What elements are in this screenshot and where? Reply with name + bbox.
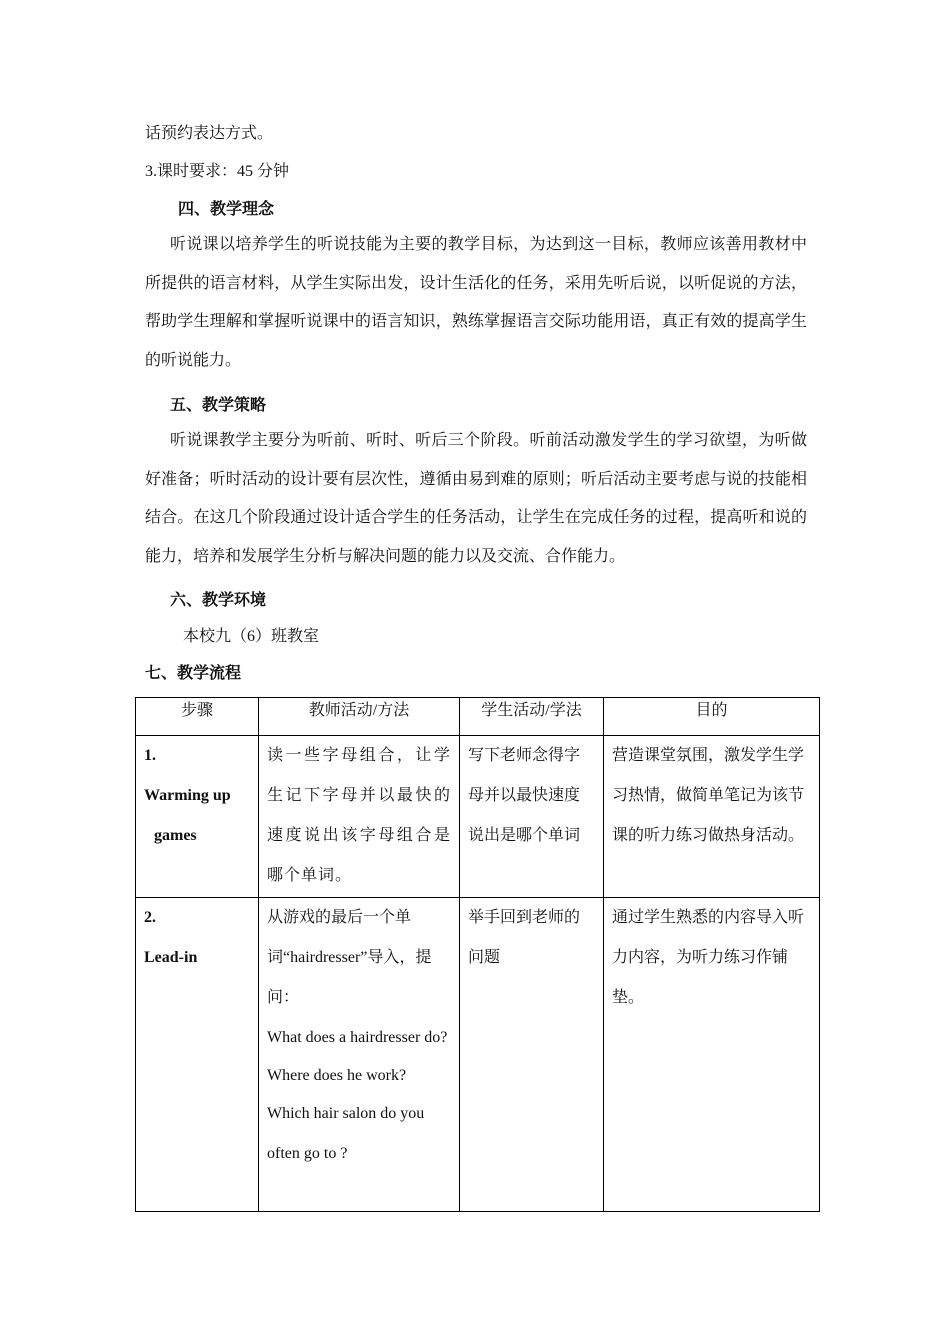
step-cell (136, 898, 259, 1212)
student-activity-cell: 写下老师念得字母并以最快速度说出是哪个单词 (460, 736, 604, 898)
section-5-text: 听说课教学主要分为听前、听时、听后三个阶段。听前活动激发学生的学习欲望，为听做好准备；听时活动的设计要有层次性，遵循由易到难的原则；听后活动主要考虑与说的技能相结合。在这几个阶段通过设计适合学生的任务活动，让学生在完成任务的过程，提高听和说的能力，培养和发展学生分析与解决问题的能力以及交流、合作能力。 (145, 432, 807, 565)
table-row (136, 898, 820, 1212)
header-teacher: 教师活动/方法 (259, 698, 460, 736)
intro-tail: 话预约表达方式。 (145, 125, 274, 142)
header-purpose: 目的 (604, 698, 820, 736)
time-requirement: 3.课时要求：45 分钟 (145, 163, 290, 180)
step-cell (136, 736, 259, 898)
teacher-activity-cell (259, 898, 460, 1212)
teacher-intro: 从游戏的最后一个单词“hairdresser”导入，提问： (267, 909, 432, 1006)
step-number: 1. (144, 747, 156, 764)
header-step: 步骤 (136, 698, 259, 736)
teacher-activity-cell: 读一些字母组合，让学生记下字母并以最快的速度说出该字母组合是哪个单词。 (259, 736, 460, 898)
table-row (136, 736, 820, 898)
table-header-row (136, 698, 820, 736)
student-activity-cell: 举手回到老师的问题 (460, 898, 604, 1212)
teaching-process-table (135, 697, 820, 1212)
section-7-heading: 七、教学流程 (145, 665, 242, 682)
purpose-cell: 通过学生熟悉的内容导入听力内容，为听力练习作铺垫。 (604, 898, 820, 1212)
section-6-heading: 六、教学环境 (170, 592, 267, 609)
purpose-cell: 营造课堂氛围，激发学生学习热情，做简单笔记为该节课的听力练习做热身活动。 (604, 736, 820, 898)
step-name: Lead-in (144, 949, 198, 966)
step-number: 2. (144, 909, 156, 926)
teacher-question: Where does he work? (267, 1067, 407, 1084)
header-student: 学生活动/学法 (460, 698, 604, 736)
section-6-text: 本校九（6）班教室 (183, 628, 320, 645)
section-4-heading: 四、教学理念 (178, 201, 275, 218)
section-5-heading: 五、教学策略 (170, 397, 267, 414)
teacher-question: What does a hairdresser do? (267, 1029, 448, 1046)
teacher-question: Which hair salon do you often go to ? (267, 1105, 425, 1162)
step-name: Warming up (144, 787, 231, 804)
section-4-text: 听说课以培养学生的听说技能为主要的教学目标，为达到这一目标，教师应该善用教材中所提供的语言材料，从学生实际出发，设计生活化的任务，采用先听后说，以听促说的方法，帮助学生理解和掌握听说课中的语言知识，熟练掌握语言交际功能用语，真正有效的提高学生的听说能力。 (145, 236, 807, 369)
step-name-cont: games (154, 827, 197, 844)
